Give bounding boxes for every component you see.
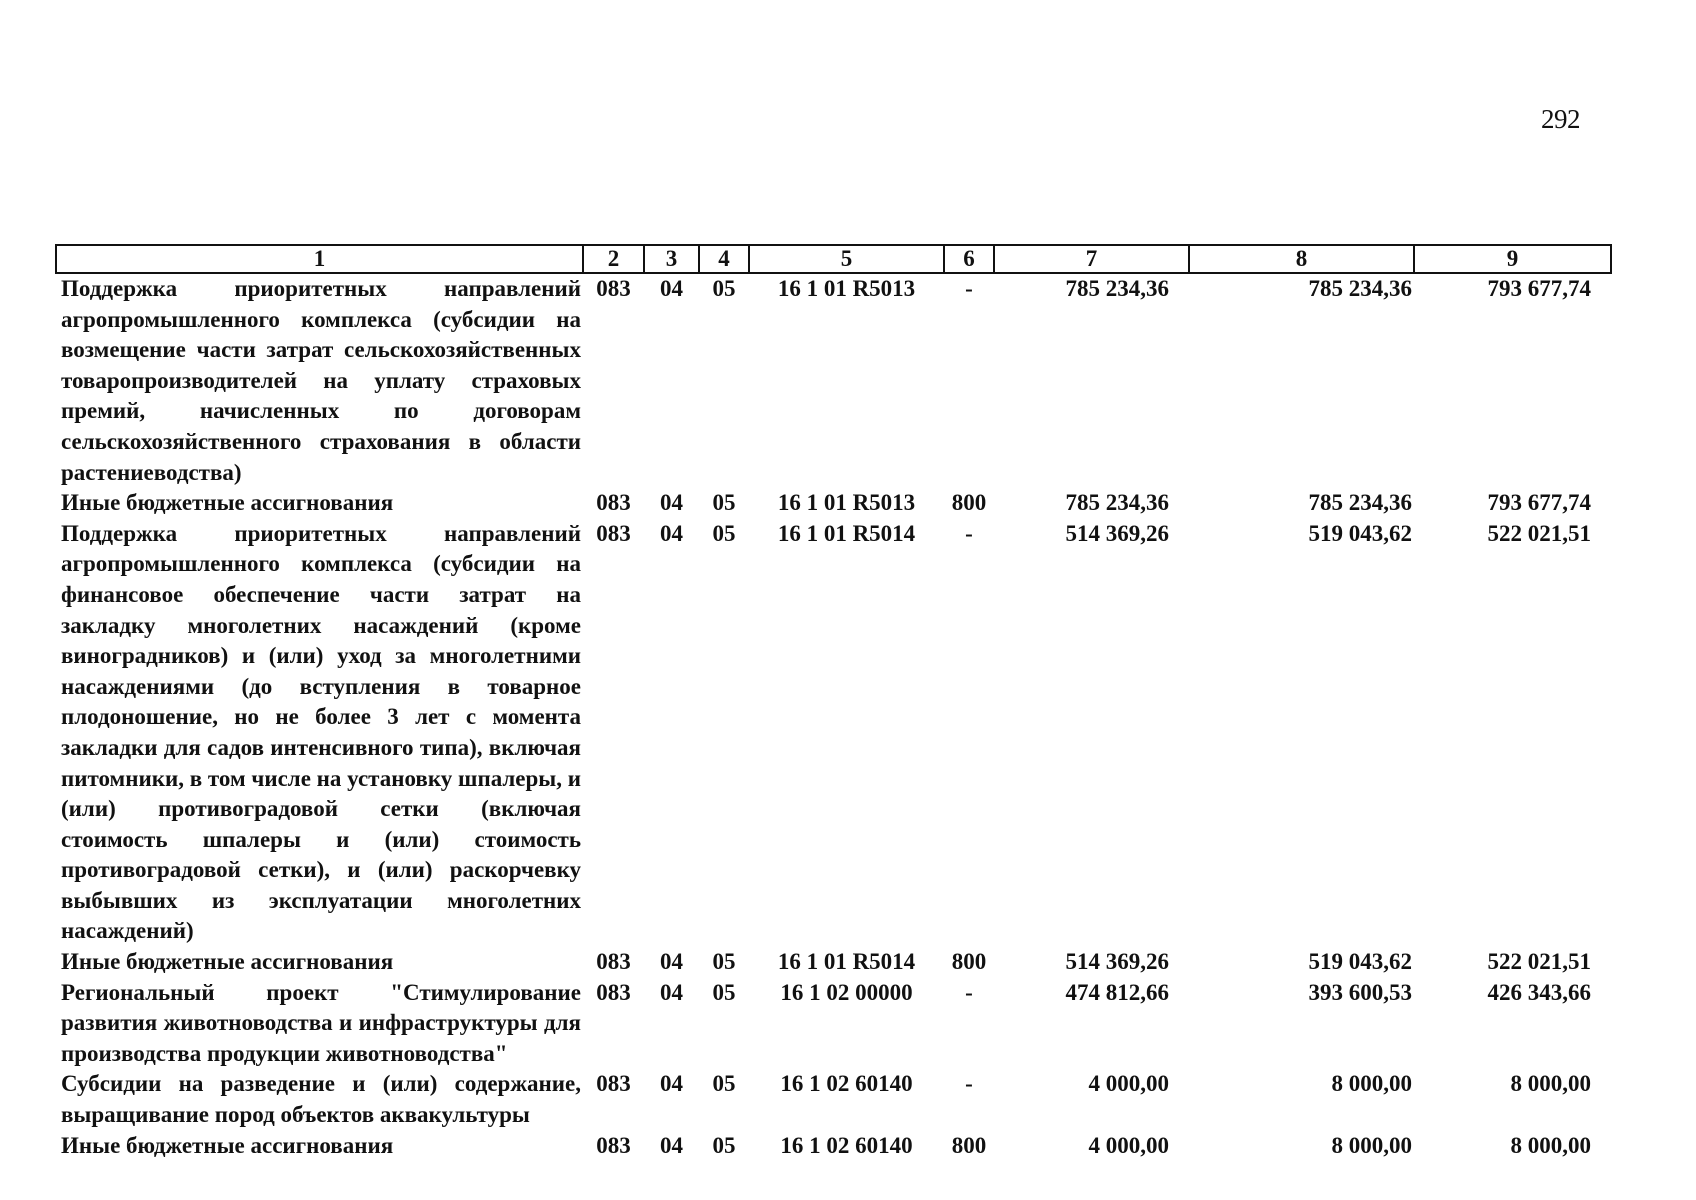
row-cell-9: 522 021,51 <box>1487 520 1591 546</box>
row-cell-8: 393 600,53 <box>1308 979 1412 1005</box>
header-cell-8: 8 <box>1189 245 1414 273</box>
row-cell-6: - <box>965 979 973 1005</box>
row-description: Иные бюджетные ассигнования <box>61 1132 394 1158</box>
row-cell-2: 083 <box>596 1071 631 1097</box>
row-cell-6: - <box>965 276 973 301</box>
header-cell-7: 7 <box>994 245 1189 273</box>
table-row <box>56 273 1611 488</box>
row-cell-2: 083 <box>596 520 631 546</box>
header-cell-2: 2 <box>583 245 644 273</box>
row-cell-4: 05 <box>712 979 736 1005</box>
row-cell-9: 8 000,00 <box>1510 1071 1591 1097</box>
row-cell-7: 4 000,00 <box>1088 1132 1169 1158</box>
page-number: 292 <box>1541 104 1580 134</box>
row-cell-9: 522 021,51 <box>1487 949 1591 975</box>
row-cell-6: 800 <box>951 949 987 975</box>
row-cell-7: 514 369,26 <box>1065 520 1169 546</box>
row-cell-7: 4 000,00 <box>1088 1071 1169 1097</box>
header-cell-6: 6 <box>944 245 994 273</box>
row-cell-3: 04 <box>660 490 683 516</box>
row-cell-8: 8 000,00 <box>1331 1071 1412 1097</box>
row-cell-8: 785 234,36 <box>1308 490 1412 516</box>
table-row <box>56 488 1611 519</box>
row-description: Иные бюджетные ассигнования <box>61 490 394 516</box>
row-cell-5: 16 1 01 R5014 <box>777 520 916 546</box>
row-cell-2: 083 <box>596 949 631 975</box>
row-cell-4: 05 <box>712 520 736 546</box>
row-cell-3: 04 <box>660 949 683 975</box>
header-cell-1: 1 <box>56 245 583 273</box>
row-cell-5: 16 1 01 R5014 <box>777 949 916 975</box>
header-cell-9: 9 <box>1414 245 1611 273</box>
row-cell-5: 16 1 02 60140 <box>780 1071 913 1097</box>
row-cell-3: 04 <box>660 1071 683 1097</box>
row-cell-2: 083 <box>596 979 631 1005</box>
row-cell-7: 785 234,36 <box>1065 276 1169 301</box>
table-row <box>56 1131 1611 1162</box>
row-cell-8: 519 043,62 <box>1308 949 1412 975</box>
row-cell-7: 474 812,66 <box>1065 979 1169 1005</box>
table-row <box>56 519 1611 947</box>
row-cell-6: 800 <box>951 490 987 516</box>
row-cell-2: 083 <box>596 490 631 516</box>
row-description: Поддержка приоритетных направлений агропромышленного комплекса (субсидии на возмещение части затрат сельскохозяйственных товаропроизводителей на уплату страховых премий, начисленных по договорам сельскохозяйственного страхования в области растениеводства) <box>61 276 581 485</box>
header-cell-4: 4 <box>699 245 749 273</box>
row-cell-5: 16 1 02 00000 <box>780 979 913 1005</box>
row-description: Субсидии на разведение и (или) содержание, выращивание пород объектов аквакультуры <box>61 1071 581 1128</box>
row-cell-4: 05 <box>712 276 736 301</box>
table-row <box>56 978 1611 1070</box>
row-cell-6: - <box>965 520 973 546</box>
row-cell-6: 800 <box>951 1132 987 1158</box>
row-description: Региональный проект "Стимулирование развития животноводства и инфраструктуры для производства продукции животноводства" <box>61 979 581 1066</box>
row-cell-9: 8 000,00 <box>1510 1132 1591 1158</box>
row-description: Иные бюджетные ассигнования <box>61 949 394 975</box>
row-cell-8: 8 000,00 <box>1331 1132 1412 1158</box>
row-cell-4: 05 <box>712 1132 736 1158</box>
row-cell-3: 04 <box>660 1132 683 1158</box>
row-cell-7: 785 234,36 <box>1065 490 1169 516</box>
row-cell-9: 793 677,74 <box>1487 276 1591 301</box>
row-cell-4: 05 <box>712 1071 736 1097</box>
row-cell-5: 16 1 01 R5013 <box>777 276 916 301</box>
row-cell-2: 083 <box>596 276 631 301</box>
budget-table <box>55 244 1612 1161</box>
row-cell-7: 514 369,26 <box>1065 949 1169 975</box>
header-cell-3: 3 <box>644 245 699 273</box>
row-cell-5: 16 1 01 R5013 <box>777 490 916 516</box>
row-cell-9: 793 677,74 <box>1487 490 1591 516</box>
table-row <box>56 947 1611 978</box>
row-cell-5: 16 1 02 60140 <box>780 1132 913 1158</box>
row-description: Поддержка приоритетных направлений агропромышленного комплекса (субсидии на финансовое обеспечение части затрат на закладку многолетних насаждений (кроме виноградников) и (или) уход за многолетними насаждениями (до вступления в товарное плодоношение, но не более 3 лет с момента закладки для садов интенсивного типа), включая питомники, в том числе на установку шпалеры, и (или) противоградовой сетки (включая стоимость шпалеры и (или) стоимость противоградовой сетки), и (или) раскорчевку выбывших из эксплуатации многолетних насаждений) <box>61 520 582 944</box>
row-cell-8: 785 234,36 <box>1308 276 1412 301</box>
row-cell-4: 05 <box>712 949 736 975</box>
row-cell-6: - <box>965 1071 973 1097</box>
row-cell-3: 04 <box>660 276 683 301</box>
row-cell-9: 426 343,66 <box>1487 979 1591 1005</box>
row-cell-2: 083 <box>596 1132 631 1158</box>
header-cell-5: 5 <box>749 245 944 273</box>
row-cell-3: 04 <box>660 520 683 546</box>
table-row <box>56 1069 1611 1130</box>
row-cell-4: 05 <box>712 490 736 516</box>
table-header-row <box>56 245 1611 273</box>
row-cell-3: 04 <box>660 979 683 1005</box>
row-cell-8: 519 043,62 <box>1308 520 1412 546</box>
